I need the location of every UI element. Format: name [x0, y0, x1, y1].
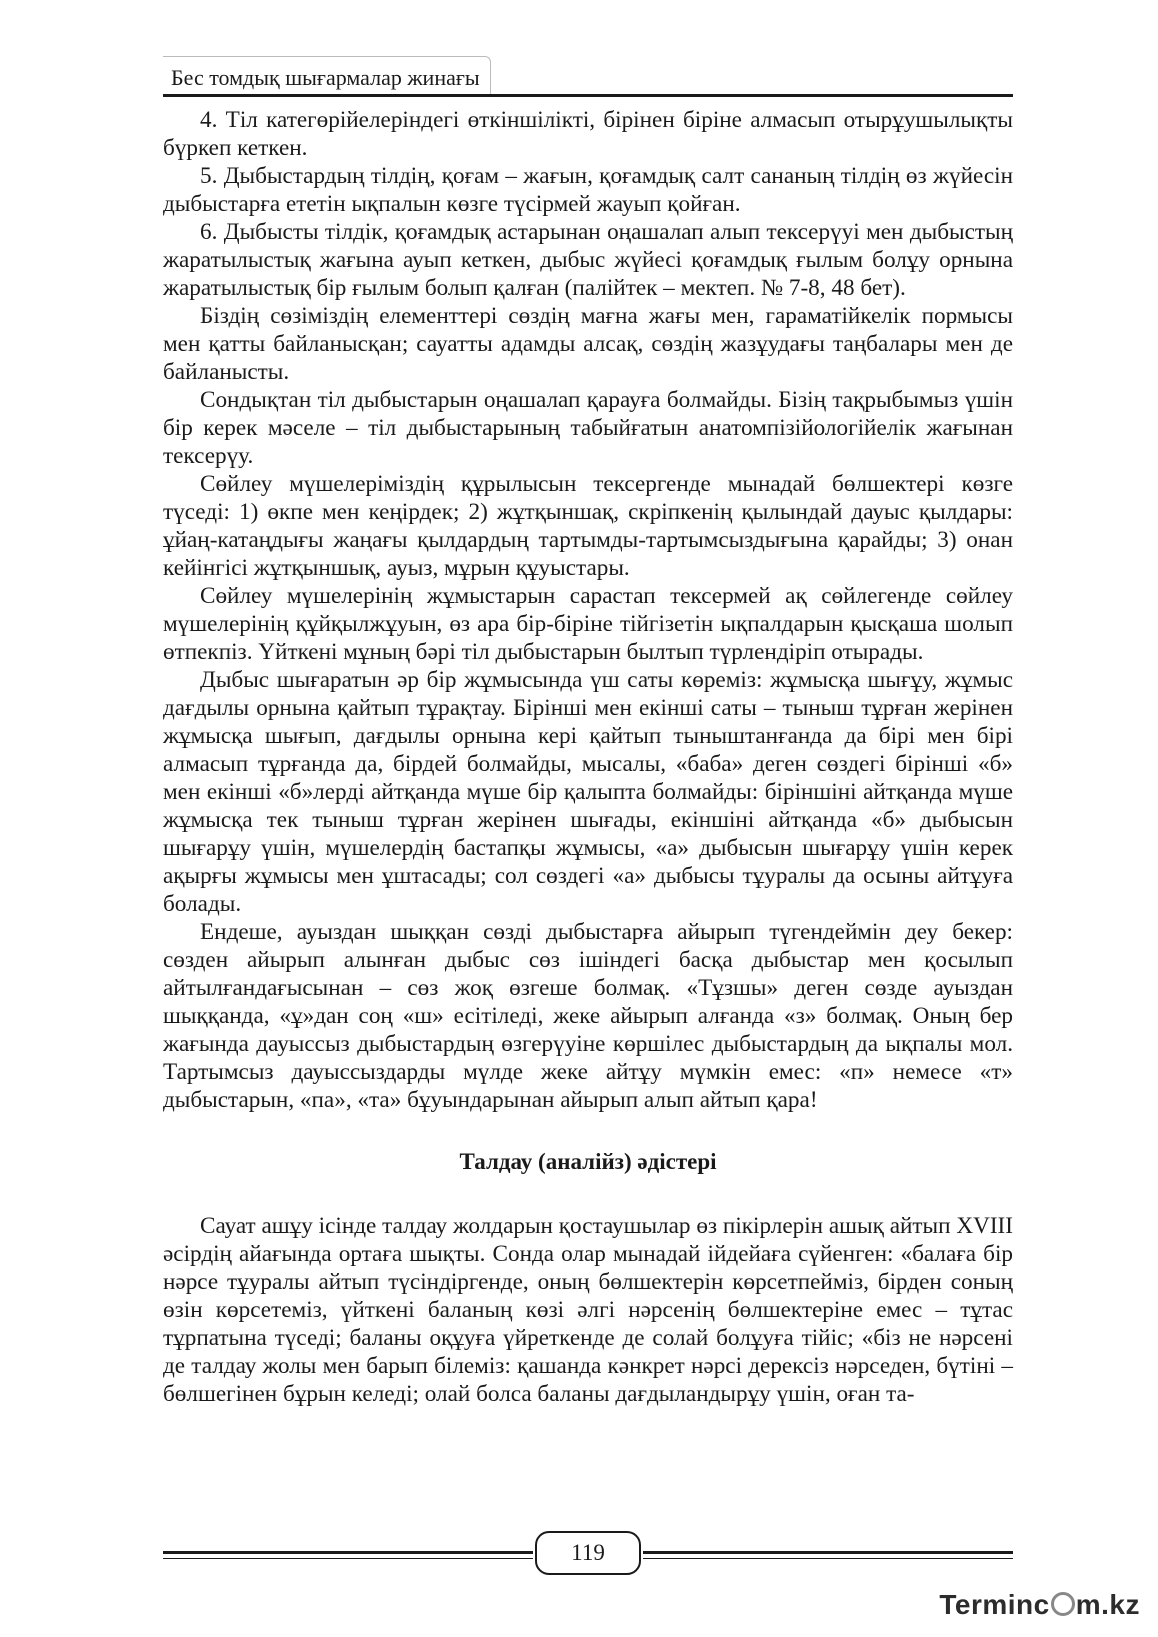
page-footer	[163, 1531, 1013, 1581]
paragraph: Біздің сөзіміздің елементтері сөздің мағна жағы мен, гараматійкелік пормысы мен қатты байланысқан; сауатты адамды алсақ, сөздің жазұудағы таңбалары мен де байланысты.	[163, 303, 1013, 385]
running-header	[163, 56, 1013, 96]
book-title: Бес томдық шығармалар жинағы	[163, 56, 491, 94]
paragraph: 6. Дыбысты тілдік, қоғамдық астарынан оңашалап алып тексерүуі мен дыбыстың жаратылыстық жағына ауып кеткен, дыбыс жүйесі қоғамдық ғылым болұу орнына жаратылыстық бір ғылым болып қалған (палійтек – мектеп. № 7-8, 48 бет).	[163, 219, 1013, 301]
paragraph: Ендеше, ауыздан шыққан сөзді дыбыстарға айырып түгендеймін деу бекер: сөзден айырып алынған дыбыс сөз ішіндегі басқа дыбыстар мен қосылып айтылғандағысынан – сөз жоқ өзгеше болмақ. «Тұзшы» деген сөзде ауыздан шыққанда, «ұ»дан соң «ш» есітіледі, жеке айырып алғанда «з» болмақ. Оның бер жағында дауыссыз дыбыстардың өзгерүуіне көршілес дыбыстардың да ықпалы мол. Тартымсыз дауыссыздарды мүлде жеке айтұу мүмкін емес: «п» немесе «т» дыбыстарын, «па», «та» бұуындарынан айырып алып айтып қара!	[163, 919, 1013, 1113]
paragraph: Сондықтан тіл дыбыстарын оңашалап қарауға болмайды. Бізің тақрыбымыз үшін бір керек мәселе – тіл дыбыстарының табыйғатын анатомпізійологійелік жағынан тексерүу.	[163, 387, 1013, 469]
page-number: 119	[535, 1531, 641, 1575]
footer-rule-right	[643, 1551, 1013, 1554]
footer-rule-right-thin	[643, 1558, 1013, 1559]
paragraph: Сөйлеу мүшелерінің жұмыстарын сарастап тексермей ақ сөйлегенде сөйлеу мүшелерінің құйқылжұуын, өз ара бір-біріне тійгізетін ықпалдарын қысқаша шолып өтпекпіз. Үйткені мұның бәрі тіл дыбыстарын былтып түрлендіріп отырады.	[163, 583, 1013, 665]
paragraph: 4. Тіл категөрійелеріндегі өткіншілікті, бірінен біріне алмасып отырұушылықты бүркеп кеткен.	[163, 107, 1013, 161]
globe-icon	[1051, 1592, 1075, 1616]
page-body	[163, 106, 1013, 1408]
header-rule	[163, 94, 1013, 97]
paragraph: Дыбыс шығаратын әр бір жұмысында үш саты көреміз: жұмысқа шығұу, жұмыс дағдылы орнына қайтып тұрақтау. Бірінші мен екінші саты – тыныш тұрған жерінен жұмысқа шығып, дағдылы орнына кері қайтып тыныштанғанда да бірі мен бірі алмасып тұрғанда да, бірдей болмайды, мысалы, «баба» деген сөздегі бірінші «б» мен екінші «б»лерді айтқанда мүше бір қалыпта болмайды: біріншіні айтқанда мүше жұмысқа тек тыныш тұрған жерінен шығады, екіншіні айтқанда «б» дыбысын шығарұу үшін, мүшелердің бастапқы жұмысы, «а» дыбысын шығарұу үшін керек ақырғы жұмысы мен ұштасады; сол сөздегі «а» дыбысы тұуралы да осыны айтұуға болады.	[163, 667, 1013, 917]
section-heading: Талдау (аналійз) әдістері	[459, 1149, 717, 1174]
paragraph: Сөйлеу мүшелеріміздің құрылысын тексергенде мынадай бөлшектері көзге түседі: 1) өкпе мен кеңірдек; 2) жұтқыншақ, скріпкенің қылындай дауыс қылдары: ұйаң-катаңдығы жаңағы қылдардың тартымды-тартымсыздығына қарайды; 3) онан кейінгісі жұтқыншық, ауыз, мұрын құуыстары.	[163, 471, 1013, 581]
footer-rule-left-thin	[163, 1558, 533, 1559]
paragraph: 5. Дыбыстардың тілдің, қоғам – жағын, қоғамдық салт сананың тілдің өз жүйесін дыбыстарға ететін ықпалын көзге түсірмей жауып қойған.	[163, 163, 1013, 217]
paragraph: Сауат ашұу ісінде талдау жолдарын қостаушылар өз пікірлерін ашық айтып XVIII әсірдің айағында ортаға шықты. Сонда олар мынадай ійдейаға сүйенген: «балаға бір нәрсе тұуралы айтып түсіндіргенде, оның бөлшектерін көрсетпейміз, бірден соның өзін көрсетеміз, үйткені баланың көзі әлгі нәрсенің бөлшектеріне емес – тұтас тұрпатына түседі; баланы оқұуға үйреткенде де солай болұуға тійіс; «біз не нәрсені де талдау жолы мен барып білеміз: қашанда кәнкрет нәрсі дерексіз нәрседен, бүтіні – бөлшегінен бұрын келеді; олай болса баланы дағдыландырұу үшін, оған та-	[163, 1213, 1013, 1407]
watermark-prefix: Terminc	[939, 1589, 1050, 1620]
site-watermark	[939, 1589, 1140, 1623]
footer-rule-left	[163, 1551, 533, 1554]
watermark-suffix: m.kz	[1075, 1589, 1140, 1620]
